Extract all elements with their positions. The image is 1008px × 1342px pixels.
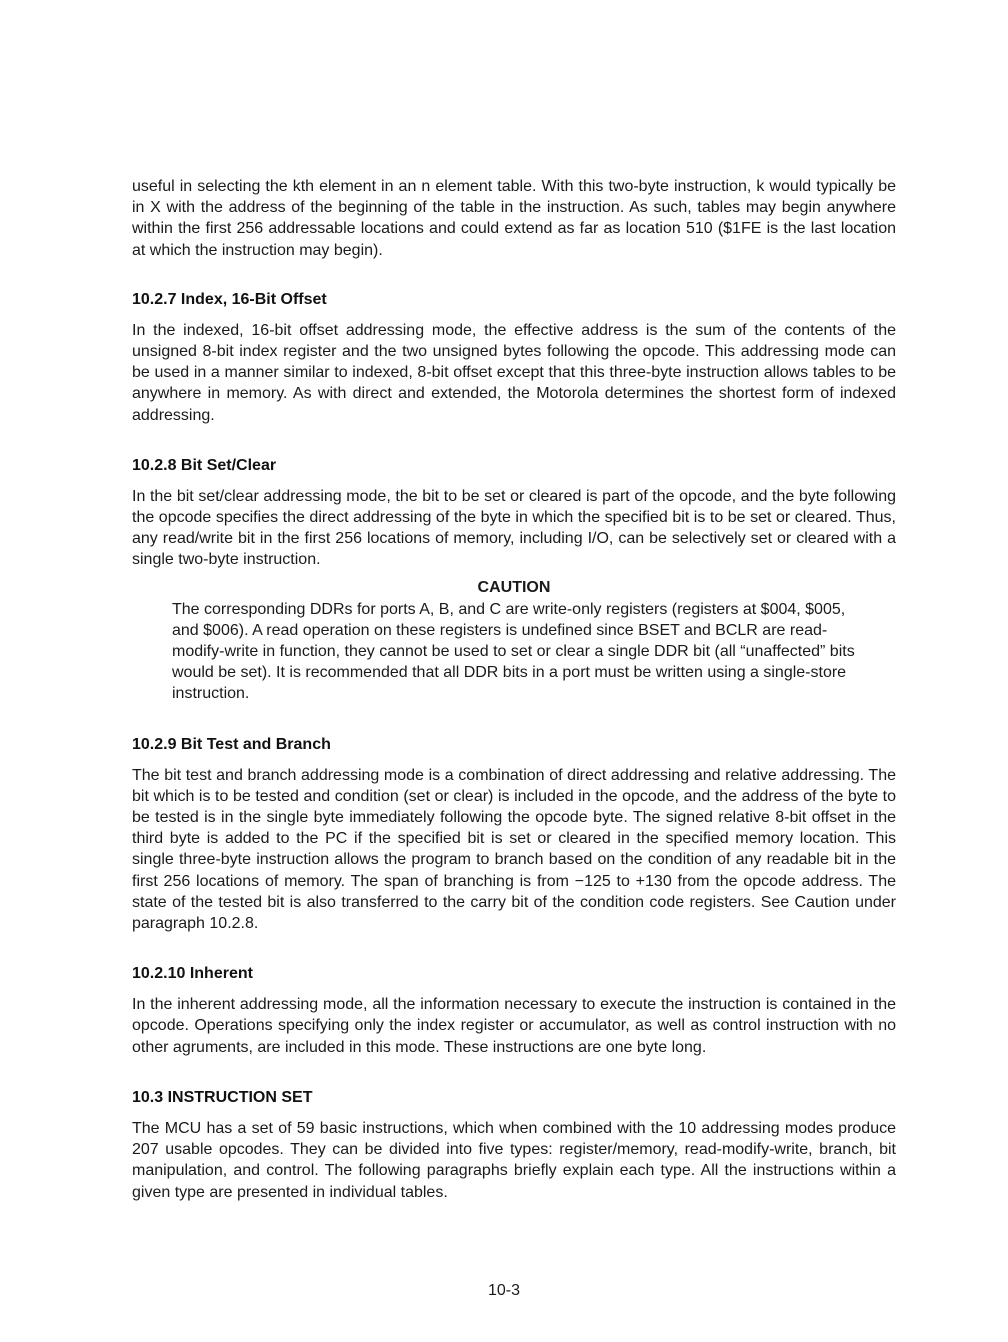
section-body: In the inherent addressing mode, all the information necessary to execute the instruction is contained in the opcode. Operations specifying only the index register or accumulator, as well as control instruction with no other agruments, are included in this mode. These instructions are one byte long. — [132, 996, 896, 1056]
section-inherent — [132, 963, 896, 1058]
intro-paragraph: useful in selecting the kth element in an n element table. With this two-byte instruction, k would typically be in X with the address of the beginning of the table in the instruction. As such, tables may begin anywhere within the first 256 addressable locations and could extend as far as location 510 ($1FE is the last location at which the instruction may begin). — [132, 178, 896, 259]
section-heading: 10.2.7 Index, 16-Bit Offset — [132, 290, 327, 308]
section-body: The MCU has a set of 59 basic instructions, which when combined with the 10 addressing modes produce 207 usable opcodes. They can be divided into five types: register/memory, read-modify-write, branch, bit manipulation, and control. The following paragraphs briefly explain each type. All the instructions within a given type are presented in individual tables. — [132, 1119, 896, 1201]
section-instruction-set — [132, 1087, 896, 1203]
section-heading: 10.2.10 Inherent — [132, 965, 253, 983]
section-bit-test-and-branch — [132, 734, 896, 935]
section-body: In the bit set/clear addressing mode, the bit to be set or cleared is part of the opcode, and the byte following the opcode specifies the direct addressing of the byte in which the specified bit is to be set or cleared. Thus, any read/write bit in the first 256 locations of memory, including I/O, can be selectively set or cleared with a single two-byte instruction. — [132, 487, 896, 569]
section-body: The bit test and branch addressing mode is a combination of direct addressing and relative addressing. The bit which is to be tested and condition (set or clear) is included in the opcode, and the address of the byte to be tested is in the single byte immediately following the opcode byte. The signed relative 8-bit offset in the third byte is added to the PC if the specified bit is set or cleared in the specified memory location. This single three-byte instruction allows the program to branch based on the condition of any readable bit in the first 256 locations of memory. The span of branching is from −125 to +130 from the opcode address. The state of the tested bit is also transferred to the carry bit of the condition code registers. See Caution under paragraph 10.2.8. — [132, 766, 896, 933]
document-page — [132, 176, 896, 1232]
section-heading: 10.2.8 Bit Set/Clear — [132, 456, 277, 474]
section-bit-set-clear — [132, 455, 896, 705]
section-heading: 10.2.9 Bit Test and Branch — [132, 735, 331, 753]
page-number: 10-3 — [487, 1282, 521, 1299]
section-index-16bit-offset — [132, 289, 896, 426]
caution-body: The corresponding DDRs for ports A, B, and C are write-only registers (registers at $004, $005, and $006). A read operation on these registers is undefined since BSET and BCLR are read-modify-write in function, they cannot be used to set or clear a single DDR bit (all “unaffected” bits would be set). It is recommended that all DDR bits in a port must be written using a single-store instruction. — [172, 600, 855, 703]
section-heading: 10.3 INSTRUCTION SET — [132, 1088, 313, 1106]
section-body: In the indexed, 16-bit offset addressing mode, the effective address is the sum of the contents of the unsigned 8-bit index register and the two unsigned bytes following the opcode. This addressing mode can be used in a manner similar to indexed, 8-bit offset except that this three-byte instruction allows tables to be anywhere in memory. As with direct and extended, the Motorola determines the shortest form of indexed addressing. — [132, 321, 896, 424]
caution-title: CAUTION — [477, 578, 551, 596]
